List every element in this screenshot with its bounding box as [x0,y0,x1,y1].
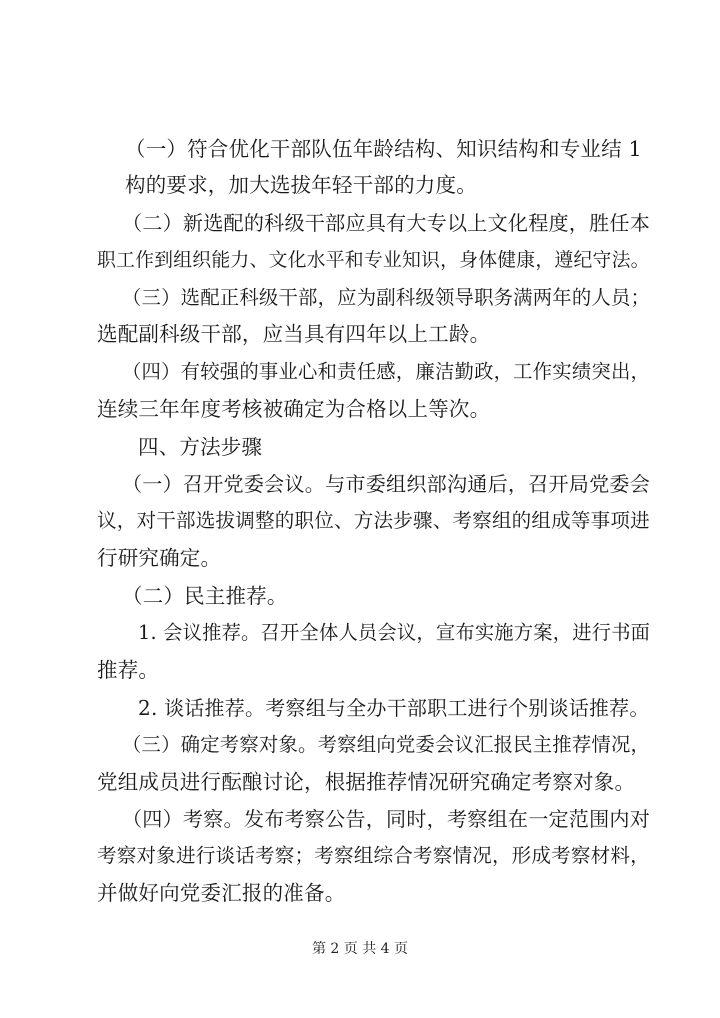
paragraph-3-line-1: （三）选配正科级干部，应为副科级领导职务满两年的人员； [122,286,651,309]
paragraph-5-line-3: 行研究确定。 [97,546,222,570]
paragraph-4-line-1: （四）有较强的事业心和责任感，廉洁勤政，工作实绩突出， [122,360,651,383]
paragraph-10-line-1: （四）考察。发布考察公告，同时，考察组在一定范围内对 [122,807,651,831]
paragraph-5-line-2: 议，对干部选拔调整的职位、方法步骤、考察组的组成等事项进 [97,509,650,532]
paragraph-9-line-2: 党组成员进行酝酿讨论，根据推荐情况研究确定考察对象。 [97,770,636,794]
paragraph-6: （二）民主推荐。 [122,584,288,608]
paragraph-4-line-2: 连续三年年度考核被确定为合格以上等次。 [97,397,491,421]
paragraph-7-line-1: 1. 会议推荐。召开全体人员会议，宣布实施方案，进行书面 [138,621,651,644]
paragraph-10-line-3: 并做好向党委汇报的准备。 [97,881,346,905]
paragraph-1-line-1: （一）符合优化干部队伍年龄结构、知识结构和专业结 1 [125,137,642,161]
paragraph-2-line-2: 职工作到组织能力、文化水平和专业知识，身体健康，遵纪守法。 [97,249,650,271]
paragraph-3-line-2: 选配副科级干部，应当具有四年以上工龄。 [97,322,491,346]
paragraph-5-line-1: （一）召开党委会议。与市委组织部沟通后，召开局党委会 [122,472,651,496]
paragraph-2-line-1: （二）新选配的科级干部应具有大专以上文化程度，胜任本 [122,211,651,235]
paragraph-7-line-2: 推荐。 [97,658,160,682]
paragraph-9-line-1: （三）确定考察对象。考察组向党委会议汇报民主推荐情况， [122,733,651,756]
paragraph-8: 2. 谈话推荐。考察组与全办干部职工进行个别谈话推荐。 [138,696,650,720]
section-heading: 四、方法步骤 [138,435,263,459]
paragraph-10-line-2: 考察对象进行谈话考察；考察组综合考察情况，形成考察材料， [97,844,650,867]
page-number-footer: 第 2 页 共 4 页 [311,941,409,957]
paragraph-1-line-2: 构的要求，加大选拔年轻干部的力度。 [125,173,477,197]
